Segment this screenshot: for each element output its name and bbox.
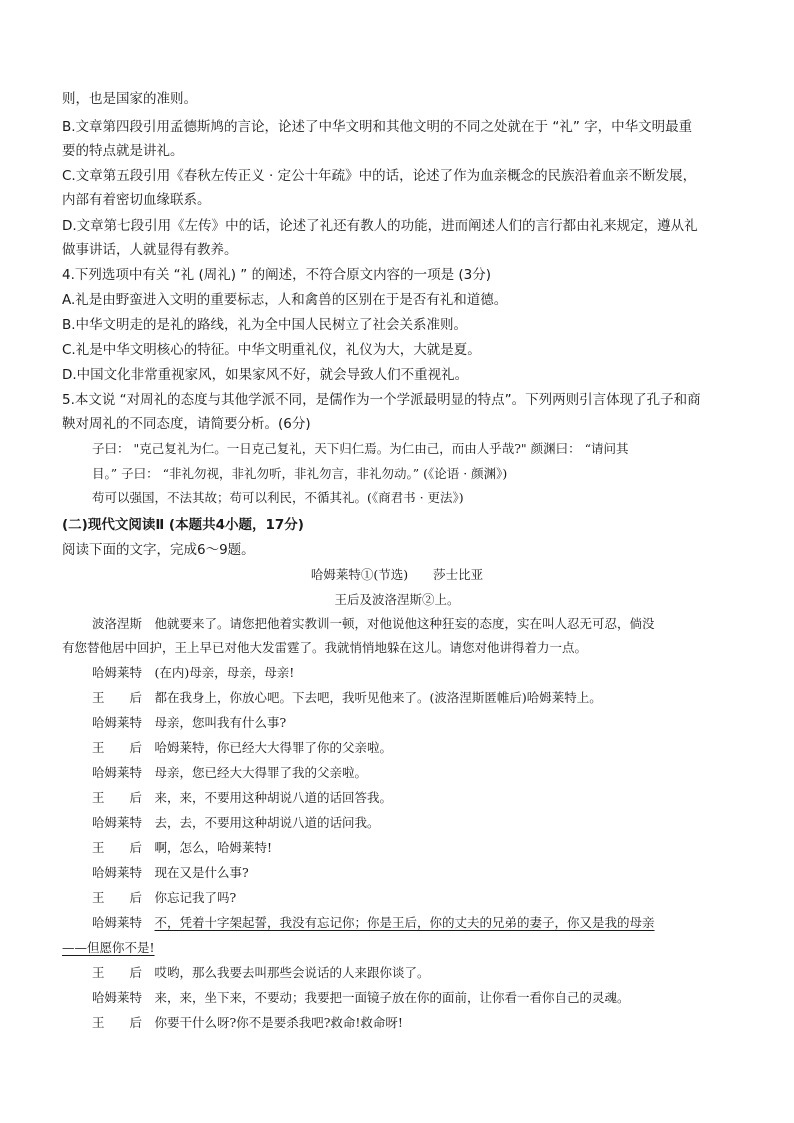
- question-4: 4.下列选项中有关 “礼 (周礼) ” 的阐述，不符合原文内容的一项是 (3分): [62, 267, 491, 283]
- underlined-passage-cont: ——但愿你不是!: [62, 940, 155, 955]
- dialogue-line: 王 后 你要干什么呀?你不是要杀我吧?救命!救命呀!: [92, 1015, 403, 1030]
- quote-analects-cont: 目。” 子曰： “非礼勿视，非礼勿听，非礼勿言，非礼勿动。” (《论语 · 颜渊》): [92, 466, 508, 481]
- text-line: 则，也是国家的准则。: [62, 91, 197, 107]
- section-heading: (二)现代文阅读Ⅱ (本题共4小题，17分): [62, 517, 304, 533]
- text-line: 鞅对周礼的不同态度，请简要分析。(6分): [62, 416, 311, 432]
- underlined-passage: 不，凭着十字架起誓，我没有忘记你；你是王后，你的丈夫的兄弟的妻子，你又是我的母亲: [154, 915, 655, 930]
- dialogue-line: 哈姆莱特 去，去，不要用这种胡说八道的话问我。: [92, 815, 380, 830]
- speaker-label: 哈姆莱特: [92, 915, 155, 930]
- dialogue-line: 波洛涅斯 他就要来了。请您把他着实教训一顿，对他说他这种狂妄的态度，实在叫人忍无可忍，倘没: [92, 616, 655, 631]
- dialogue-line: 有您替他居中回护，王上早已对他大发雷霆了。我就悄悄地躲在这儿。请您对他讲得着力一点。: [62, 640, 588, 655]
- option-b-line: B.文章第四段引用孟德斯鸠的言论，论述了中华文明和其他文明的不同之处就在于 “礼” 字，中华文明最重: [62, 119, 693, 135]
- dialogue-line: 王 后 哈姆莱特，你已经大大得罪了你的父亲啦。: [92, 740, 393, 755]
- dialogue-line: 王 后 你忘记我了吗?: [92, 890, 237, 905]
- option-c-line: C.文章第五段引用《春秋左传正义 · 定公十年疏》中的话，论述了作为血亲概念的民族沿着血亲不断发展，: [62, 168, 697, 184]
- q4-option-d: D.中国文化非常重视家风，如果家风不好，就会导致人们不重视礼。: [62, 367, 469, 383]
- option-d-line: D.文章第七段引用《左传》中的话，论述了礼还有教人的功能，进而阐述人们的言行都由礼来规定，遵从礼: [62, 218, 698, 234]
- text-line: 内部有着密切血缘联系。: [62, 192, 211, 208]
- dialogue-line: 哈姆莱特 来，来，坐下来，不要动；我要把一面镜子放在你的面前，让你看一看你自己的灵魂。: [92, 990, 630, 1005]
- dialogue-line-underlined: [92, 913, 655, 933]
- dialogue-line: 哈姆莱特 (在内)母亲，母亲，母亲!: [92, 665, 295, 680]
- text-line: 做事讲话，人就显得有教养。: [62, 242, 238, 258]
- stage-direction: 王后及波洛涅斯②上。: [334, 592, 460, 607]
- q4-option-c: C.礼是中华文明核心的特征。中华文明重礼仪，礼仪为大，大就是夏。: [62, 342, 481, 358]
- q4-option-a: A.礼是由野蛮进入文明的重要标志，人和禽兽的区别在于是否有礼和道德。: [62, 292, 508, 308]
- dialogue-line: 王 后 来，来，不要用这种胡说八道的话回答我。: [92, 790, 393, 805]
- dialogue-line: 哈姆莱特 现在又是什么事?: [92, 865, 249, 880]
- q4-option-b: B.中华文明走的是礼的路线，礼为全中国人民树立了社会关系准则。: [62, 317, 468, 333]
- quote-shangjunshu: 苟可以强国，不法其故；苟可以利民，不循其礼。(《商君书 · 更法》): [92, 490, 464, 505]
- dialogue-line: 王 后 都在我身上，你放心吧。下去吧，我听见他来了。(波洛涅斯匿帷后)哈姆莱特上。: [92, 690, 602, 705]
- dialogue-line: 王 后 啊，怎么，哈姆莱特!: [92, 840, 273, 855]
- dialogue-line: 王 后 哎哟，那么我要去叫那些会说话的人来跟你谈了。: [92, 965, 430, 980]
- quote-analects: 子曰： "克己复礼为仁。一日克己复礼，天下归仁焉。为仁由己，而由人乎哉?" 颜渊曰： “请问其: [92, 441, 629, 456]
- dialogue-line: 哈姆莱特 母亲，您叫我有什么事?: [92, 715, 287, 730]
- reading-instruction: 阅读下面的文字，完成6～9题。: [62, 542, 255, 558]
- text-line: 要的特点就是讲礼。: [62, 143, 184, 159]
- question-5: 5.本文说 “对周礼的态度与其他学派不同，是儒作为一个学派最明显的特点”。下列两则引言体现了孔子和商: [62, 392, 701, 408]
- play-title: 哈姆莱特①(节选) 莎士比亚: [310, 567, 484, 582]
- dialogue-line: 哈姆莱特 母亲，您已经大大得罪了我的父亲啦。: [92, 765, 368, 780]
